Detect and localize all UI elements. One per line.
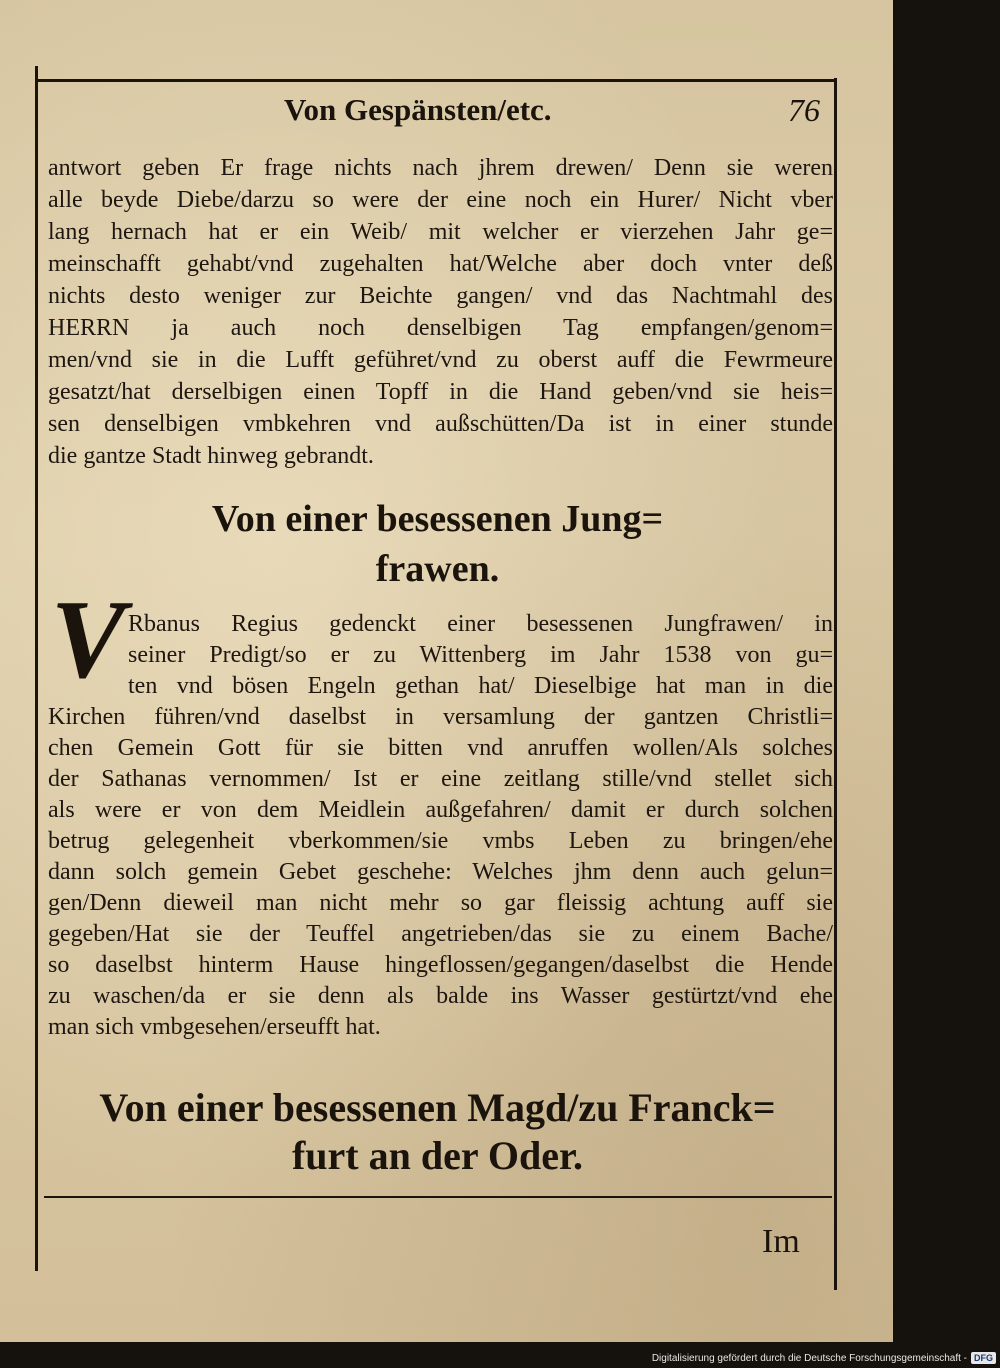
section-heading-besessene-magd xyxy=(40,1084,835,1180)
text-line: nichts desto weniger zur Beichte gangen/ vnd das Nachtmahl des xyxy=(48,283,833,309)
heading-line: frawen. xyxy=(375,548,500,590)
text-line: dann solch gemein Gebet geschehe: Welches jhm denn auch gelun= xyxy=(48,859,833,885)
bottom-rule xyxy=(44,1196,832,1198)
text-line: sen denselbigen vmbkehren vnd außschütten/Da ist in einer stunde xyxy=(48,411,833,437)
text-line: die gantze Stadt hinweg gebrandt. xyxy=(48,443,374,469)
dfg-logo-icon: DFG xyxy=(971,1352,996,1364)
left-frame-rule xyxy=(35,66,38,1271)
text-line: men/vnd sie in die Lufft geführet/vnd zu oberst auff die Fewrmeure xyxy=(48,347,833,373)
text-line: zu waschen/da er sie denn als balde ins Wasser gestürtzt/vnd ehe xyxy=(48,983,833,1009)
text-line: alle beyde Diebe/darzu so were der eine noch ein Hurer/ Nicht vber xyxy=(48,187,833,213)
page-number: 76 xyxy=(788,92,820,128)
continuation-paragraph xyxy=(48,152,833,472)
text-line: der Sathanas vernommen/ Ist er eine zeitlang stille/vnd stellet sich xyxy=(48,766,833,792)
text-line: gen/Denn dieweil man nicht mehr so gar fleissig achtung auff sie xyxy=(48,890,833,916)
text-line: chen Gemein Gott für sie bitten vnd anruffen wollen/Als solches xyxy=(48,735,833,761)
top-rule xyxy=(36,79,836,82)
text-line: lang hernach hat er ein Weib/ mit welcher er vierzehen Jahr ge= xyxy=(48,219,833,245)
text-line: antwort geben Er frage nichts nach jhrem drewen/ Denn sie weren xyxy=(48,155,833,181)
text-line: gesatzt/hat derselbigen einen Topff in die Hand geben/vnd sie heis= xyxy=(48,379,833,405)
heading-line: Von einer besessenen Jung= xyxy=(211,498,664,540)
section1-paragraph xyxy=(48,702,833,1043)
heading-line: Von einer besessenen Magd/zu Franck= xyxy=(99,1085,776,1130)
text-line: als were er von dem Meidlein außgefahren/ damit er durch solchen xyxy=(48,797,833,823)
text-line: man sich vmbgesehen/erseufft hat. xyxy=(48,1014,381,1040)
running-title: Von Gespänsten/etc. xyxy=(284,92,552,127)
text-line: gegeben/Hat sie der Teuffel angetrieben/das sie zu einem Bache/ xyxy=(48,921,833,947)
digitization-credit xyxy=(652,1351,996,1365)
drop-cap-initial: V xyxy=(50,578,126,702)
section-heading-besessene-jungfrau xyxy=(40,494,835,594)
text-line: betrug gelegenheit vberkommen/sie vmbs Leben zu bringen/ehe xyxy=(48,828,833,854)
section1-paragraph-indented xyxy=(128,609,833,702)
credit-text: Digitalisierung gefördert durch die Deutsche Forschungsgemeinschaft - xyxy=(651,1352,967,1364)
catchword: Im xyxy=(762,1223,800,1260)
text-line: ten vnd bösen Engeln gethan hat/ Dieselbige hat man in die xyxy=(128,673,833,699)
text-line: seiner Predigt/so er zu Wittenberg im Jahr 1538 von gu= xyxy=(128,642,833,668)
text-line: Kirchen führen/vnd daselbst in versamlung der gantzen Christli= xyxy=(48,704,833,730)
text-line: Rbanus Regius gedenckt einer besessenen Jungfrawen/ in xyxy=(128,611,833,637)
heading-line: furt an der Oder. xyxy=(291,1133,584,1178)
text-line: meinschafft gehabt/vnd zugehalten hat/Welche aber doch vnter deß xyxy=(48,251,833,277)
text-line: HERRN ja auch noch denselbigen Tag empfangen/genom= xyxy=(48,315,833,341)
text-line: so daselbst hinterm Hause hingeflossen/gegangen/daselbst die Hende xyxy=(48,952,833,978)
